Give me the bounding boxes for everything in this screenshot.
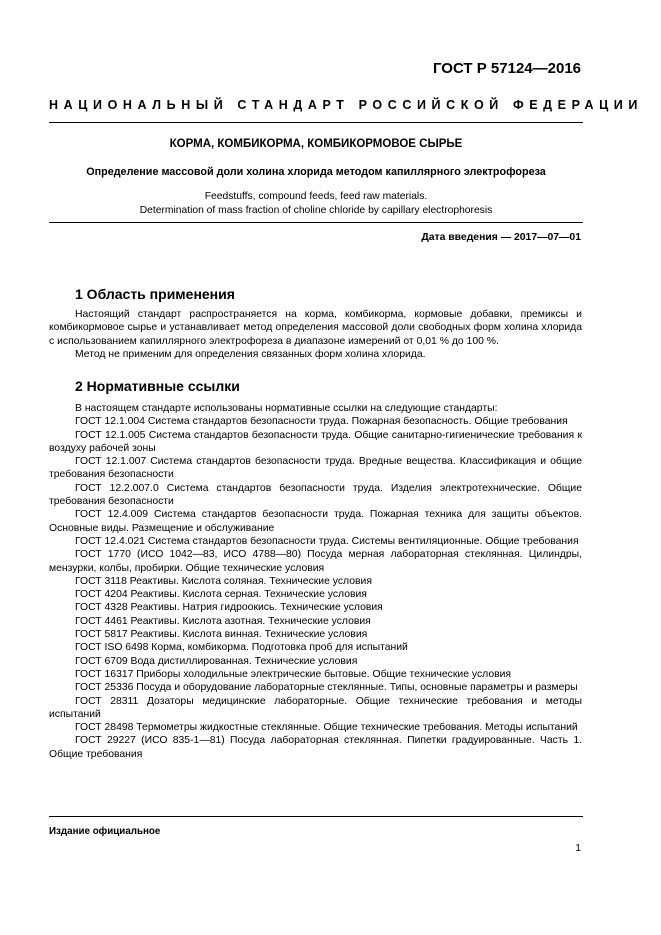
reference-item: ГОСТ 6709 Вода дистиллированная. Технические условия	[75, 655, 358, 667]
document-title: КОРМА, КОМБИКОРМА, КОМБИКОРМОВОЕ СЫРЬЕ	[169, 138, 463, 150]
reference-item: ГОСТ 12.4.009 Система стандартов безопасности труда. Пожарная техника для защиты объектов. Основные виды. Размещение и обслуживание	[49, 509, 582, 534]
reference-item: ГОСТ 4461 Реактивы. Кислота азотная. Технические условия	[75, 615, 371, 627]
reference-item: ГОСТ 1770 (ИСО 1042—83, ИСО 4788—80) Посуда мерная лабораторная стеклянная. Цилиндры, мензурки, колбы, пробирки. Общие технические условия	[49, 549, 582, 574]
section-1-body	[49, 308, 582, 361]
reference-item: ГОСТ 12.4.021 Система стандартов безопасности труда. Системы вентиляционные. Общие требования	[75, 535, 579, 547]
english-title-line-2: Determination of mass fraction of choline chloride by capillary electrophoresis	[139, 205, 493, 216]
reference-item: ГОСТ 28311 Дозаторы медицинские лабораторные. Общие технические требования и методы испытаний	[49, 695, 582, 720]
title-divider	[49, 222, 583, 223]
reference-item: ГОСТ 4204 Реактивы. Кислота серная. Технические условия	[75, 589, 367, 601]
top-divider	[49, 122, 583, 123]
reference-item: ГОСТ 25336 Посуда и оборудование лабораторные стеклянные. Типы, основные параметры и размеры	[75, 682, 578, 694]
document-subtitle: Определение массовой доли холина хлорида методом капиллярного электрофореза	[86, 166, 546, 178]
page-number: 1	[575, 843, 581, 854]
national-standard-heading: НАЦИОНАЛЬНЫЙ СТАНДАРТ РОССИЙСКОЙ ФЕДЕРАЦИИ	[49, 98, 643, 112]
reference-item: ГОСТ 3118 Реактивы. Кислота соляная. Технические условия	[75, 575, 372, 587]
paragraph: Метод не применим для определения связанных форм холина хлорида.	[75, 348, 426, 360]
introduction-date: Дата введения — 2017—07—01	[421, 232, 581, 243]
reference-item: ГОСТ 12.1.004 Система стандартов безопасности труда. Пожарная безопасность. Общие требования	[75, 416, 568, 428]
official-edition-label: Издание официальное	[49, 826, 161, 837]
reference-item: ГОСТ 28498 Термометры жидкостные стеклянные. Общие технические требования. Методы испытаний	[75, 722, 578, 734]
section-1-heading: 1 Область применения	[75, 286, 235, 302]
english-title-line-1: Feedstuffs, compound feeds, feed raw materials.	[204, 191, 428, 202]
standard-number: ГОСТ Р 57124—2016	[432, 60, 581, 77]
reference-item: ГОСТ 5817 Реактивы. Кислота винная. Технические условия	[75, 629, 368, 641]
reference-item: ГОСТ 16317 Приборы холодильные электрические бытовые. Общие технические условия	[75, 668, 512, 680]
reference-item: ГОСТ 29227 (ИСО 835-1—81) Посуда лабораторная стеклянная. Пипетки градуированные. Часть 1. Общие требования	[49, 735, 582, 760]
reference-item: ГОСТ 12.1.007 Система стандартов безопасности труда. Вредные вещества. Классификация и общие требования безопасности	[49, 456, 582, 481]
reference-item: ГОСТ ISO 6498 Корма, комбикорма. Подготовка проб для испытаний	[75, 642, 408, 654]
paragraph: В настоящем стандарте использованы нормативные ссылки на следующие стандарты:	[75, 403, 498, 414]
paragraph: Настоящий стандарт распространяется на корма, комбикорма, кормовые добавки, премиксы и комбикормовое сырье и устанавливает метод определения массовой доли свободных форм холина хлорида с использованием капиллярного электрофореза в диапазоне измерений от 0,01 % до 100 %.	[49, 309, 582, 347]
reference-item: ГОСТ 12.1.005 Система стандартов безопасности труда. Общие санитарно-гигиенические требования к воздуху рабочей зоны	[49, 429, 582, 454]
english-title	[49, 190, 583, 218]
reference-item: ГОСТ 4328 Реактивы. Натрия гидроокись. Технические условия	[75, 602, 383, 614]
section-2-heading: 2 Нормативные ссылки	[75, 378, 240, 394]
footer-divider	[49, 816, 583, 817]
section-2-body	[49, 402, 582, 761]
reference-item: ГОСТ 12.2.007.0 Система стандартов безопасности труда. Изделия электротехнические. Общие требования безопасности	[49, 482, 582, 508]
